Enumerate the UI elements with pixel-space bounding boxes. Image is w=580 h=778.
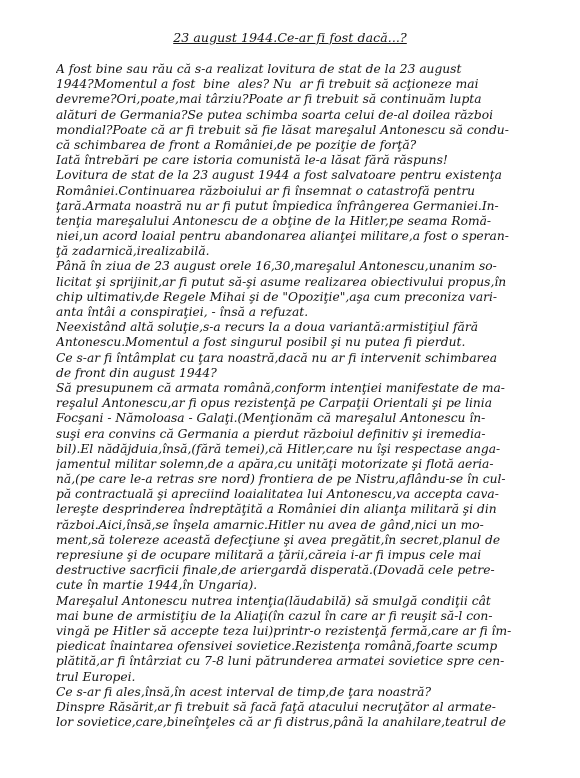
text-line: suşi era convins că Germania a pierdut războiul definitiv şi iremedia-: [56, 426, 486, 441]
text-line: lereşte desprinderea îndreptăţită a României din alianţa militară şi din: [56, 502, 497, 517]
text-line: A fost bine sau rău că s-a realizat lovitura de stat de la 23 august: [56, 62, 462, 76]
text-line: război.Aici,însă,se înşela amarnic.Hitler nu avea de gând,nici un mo-: [56, 517, 484, 532]
text-line: Ce s-ar fi întâmplat cu ţara noastră,dacă nu ar fi intervenit schimbarea: [56, 350, 498, 365]
text-line: Focşani - Nămoloasa - Galaţi.(Menţionăm că mareşalul Antonescu în-: [56, 411, 486, 426]
text-line: Mareşalul Antonescu nutrea intenţia(lăudabilă) să smulgă condiţii cât: [56, 593, 491, 608]
text-line: piedicat înaintarea ofensivei sovietice.Rezistenţa română,foarte scump: [56, 639, 498, 654]
text-line: Lovitura de stat de la 23 august 1944 a fost salvatoare pentru existenţa: [56, 168, 502, 183]
text-line: anta întâi a conspiraţiei, - însă a refuzat.: [56, 305, 309, 319]
text-line: că schimbarea de front a României,de pe poziţie de forţă?: [56, 137, 417, 152]
text-line: ment,să tolereze această defecţiune şi avea pregătit,în secret,planul de: [56, 532, 501, 547]
text-line: Ce s-ar fi ales,însă,în acest interval de timp,de ţara noastră?: [56, 684, 432, 699]
text-line: ţă zadarnică,irealizabilă.: [56, 244, 210, 259]
text-line: pă contractuală şi apreciind loaialitatea lui Antonescu,va accepta cava-: [56, 487, 499, 502]
text-line: 1944?Momentul a fost bine ales? Nu ar fi trebuit să acţioneze mai: [56, 77, 479, 92]
text-line: Antonescu.Momentul a fost singurul posibil şi nu putea fi pierdut.: [56, 335, 466, 350]
text-line: licitat şi sprijinit,ar fi putut să-şi asume realizarea obiectivului propus,în: [56, 274, 507, 289]
text-line: vingă pe Hitler să accepte teza lui)printr-o rezistenţă fermă,care ar fi îm-: [56, 623, 512, 638]
document-body: [56, 62, 526, 730]
text-line: chip ultimativ,de Regele Mihai şi de "Opoziţie",aşa cum preconiza vari-: [56, 289, 498, 304]
text-line: Dinspre Răsărit,ar fi trebuit să facă faţă atacului necruţător al armate-: [56, 699, 496, 714]
text-line: tenţia mareşalului Antonescu de a obţine de la Hitler,pe seama Romă-: [56, 213, 492, 228]
text-line: Iată întrebări pe care istoria comunistă le-a lăsat fără răspuns!: [56, 153, 448, 168]
text-line: plătită,ar fi întârziat cu 7-8 luni pătrunderea armatei sovietice spre cen-: [56, 654, 505, 669]
text-line: bil).El nădăjduia,însă,(fără temei),că Hitler,care nu îşi respectase anga-: [56, 441, 501, 456]
text-line: represiune şi de ocupare militară a ţării,căreia i-ar fi impus cele mai: [56, 548, 482, 562]
text-line: alături de Germania?Se putea schimba soarta celui de-al doilea război: [56, 107, 493, 122]
text-line: Până în ziua de 23 august orele 16,30,mareşalul Antonescu,unanim so-: [56, 259, 497, 274]
text-line: Neexistând altă soluţie,s-a recurs la a doua variantă:armistiţiul fără: [56, 320, 479, 335]
text-line: devreme?Ori,poate,mai târziu?Poate ar fi trebuit să continuăm lupta: [56, 92, 482, 107]
text-line: lor sovietice,care,bineînţeles că ar fi distrus,până la anahilare,teatrul de: [56, 715, 507, 730]
text-line: ţară.Armata noastră nu ar fi putut împiedica înfrângerea Germaniei.In-: [56, 198, 499, 213]
text-line: Să presupunem că armata română,conform intenţiei manifestate de ma-: [56, 380, 505, 395]
text-line: niei,un acord loaial pentru abandonarea alianţei militare,a fost o speran-: [56, 229, 509, 244]
text-line: mondial?Poate că ar fi trebuit să fie lăsat mareşalul Antonescu să condu-: [56, 122, 509, 137]
text-line: jamentul militar solemn,de a apăra,cu unităţi motorizate şi flotă aeria-: [56, 456, 494, 471]
text-line: României.Continuarea războiului ar fi însemnat o catastrofă pentru: [56, 183, 476, 198]
text-line: cute în martie 1944,în Ungaria).: [56, 578, 258, 593]
text-line: trul Europei.: [56, 669, 136, 684]
text-line: de front din august 1944?: [56, 365, 217, 380]
text-line: mai bune de armistiţiu de la Aliaţi(în cazul în care ar fi reuşit să-l con-: [56, 608, 493, 623]
page-title: 23 august 1944.Ce-ar fi fost dacă...?: [173, 30, 407, 45]
text-line: reşalul Antonescu,ar fi opus rezistenţă pe Carpaţii Orientali şi pe linia: [56, 396, 493, 411]
text-line: destructive sacrficii finale,de ariergardă disperată.(Dovadă cele petre-: [56, 563, 495, 578]
text-line: nă,(pe care le-a retras sre nord) frontiera de pe Nistru,aflându-se în cul-: [56, 472, 506, 487]
